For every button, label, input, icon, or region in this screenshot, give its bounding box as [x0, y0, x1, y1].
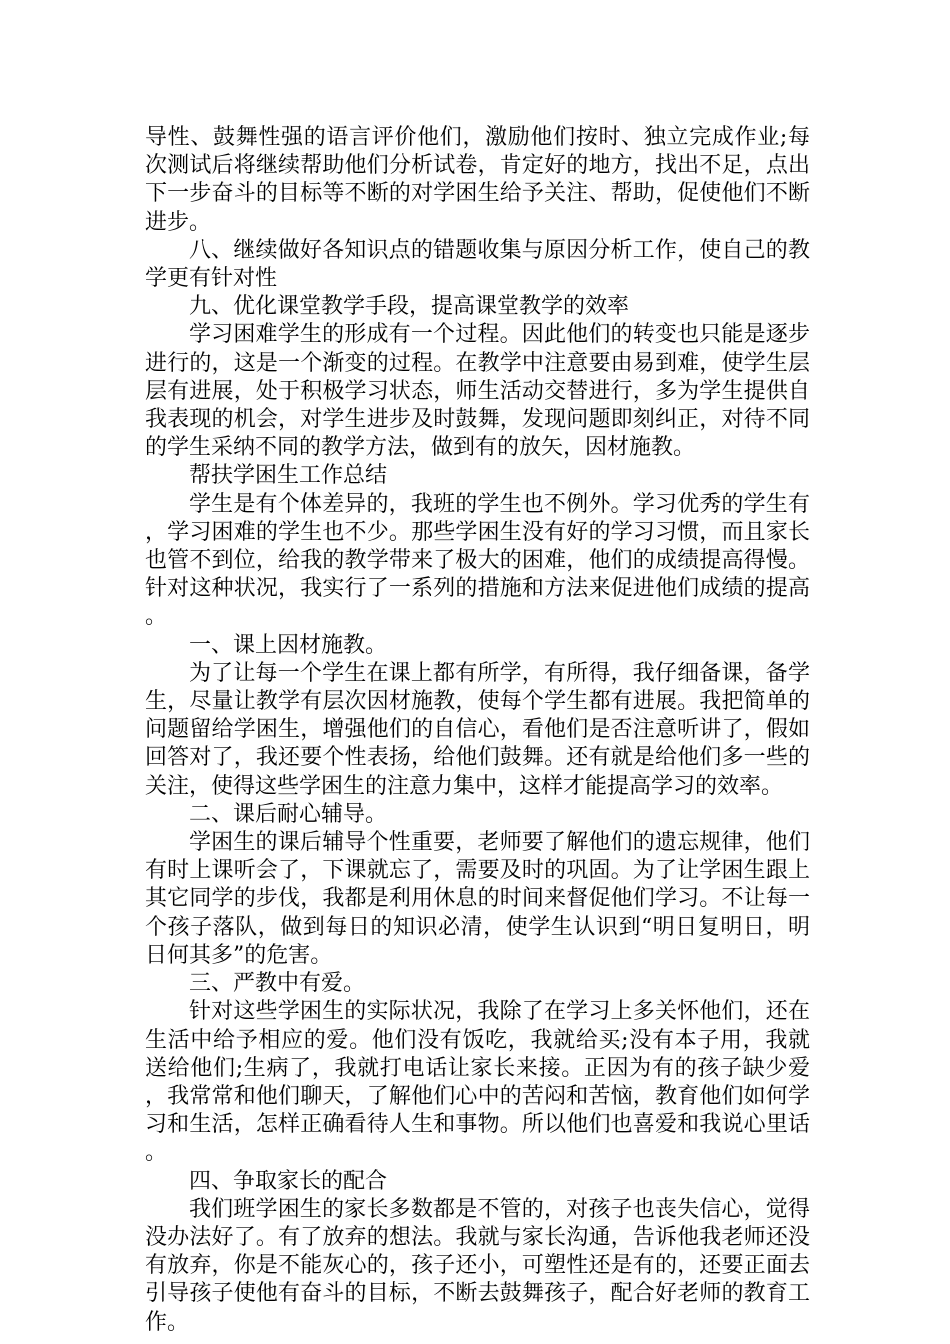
paragraph-body: 针对这些学困生的实际状况，我除了在学习上多关怀他们，还在生活中给予相应的爱。他们没有饭吃，我就给买;没有本子用，我就送给他们;生病了，我就打电话让家长来接。正因为有的孩子缺少爱，我常常和他们聊天，了解他们心中的苦闷和苦恼，教育他们如何学习和生活，怎样正确看待人生和事物。所以他们也喜爱和我说心里话。	[145, 999, 810, 1166]
paragraph-heading-2: 二、课后耐心辅导。	[189, 801, 388, 827]
paragraph-body: 学困生的课后辅导个性重要，老师要了解他们的遗忘规律，他们有时上课听会了，下课就忘了，需要及时的巩固。为了让学困生跟上其它同学的步伐，我都是利用休息的时间来督促他们学习。不让每一个孩子落队，做到每日的知识必清，使学生认识到“明日复明日，明日何其多”的危害。	[145, 830, 810, 968]
paragraph-heading-4: 四、争取家长的配合	[189, 1168, 388, 1194]
paragraph-continuation: 导性、鼓舞性强的语言评价他们，激励他们按时、独立完成作业;每次测试后将继续帮助他们分析试卷，肯定好的地方，找出不足，点出下一步奋斗的目标等不断的对学困生给予关注、帮助，促使他们不断进步。	[145, 125, 810, 235]
paragraph-body: 我们班学困生的家长多数都是不管的，对孩子也丧失信心，觉得没办法好了。有了放弃的想法。我就与家长沟通，告诉他我老师还没有放弃，你是不能灰心的，孩子还小，可塑性还是有的，还要正面去引导孩子使他有奋斗的目标，不断去鼓舞孩子，配合好老师的教育工作。	[145, 1196, 810, 1335]
paragraph-body: 学生是有个体差异的，我班的学生也不例外。学习优秀的学生有，学习困难的学生也不少。那些学困生没有好的学习习惯，而且家长也管不到位，给我的教学带来了极大的困难，他们的成绩提高得慢。针对这种状况，我实行了一系列的措施和方法来促进他们成绩的提高。	[145, 491, 810, 630]
section-title: 帮扶学困生工作总结	[189, 463, 388, 489]
paragraph-heading-3: 三、严教中有爱。	[189, 971, 366, 997]
paragraph-heading-1: 一、课上因材施教。	[189, 632, 388, 658]
document-page	[145, 124, 810, 1337]
paragraph-heading-8: 八、继续做好各知识点的错题收集与原因分析工作，使自己的教学更有针对性	[145, 237, 810, 292]
paragraph-body: 为了让每一个学生在课上都有所学，有所得，我仔细备课，备学生，尽量让教学有层次因材施教，使每个学生都有进展。我把简单的问题留给学困生，增强他们的自信心，看他们是否注意听讲了，假如回答对了，我还要个性表扬，给他们鼓舞。还有就是给他们多一些的关注，使得这些学困生的注意力集中，这样才能提高学习的效率。	[145, 660, 810, 799]
paragraph-heading-9: 九、优化课堂教学手段，提高课堂教学的效率	[189, 294, 630, 320]
paragraph-body: 学习困难学生的形成有一个过程。因此他们的转变也只能是逐步进行的，这是一个渐变的过程。在教学中注意要由易到难，使学生层层有进展，处于积极学习状态，师生活动交替进行，多为学生提供自我表现的机会，对学生进步及时鼓舞，发现问题即刻纠正，对待不同的学生采纳不同的教学方法，做到有的放矢，因材施教。	[145, 322, 810, 461]
